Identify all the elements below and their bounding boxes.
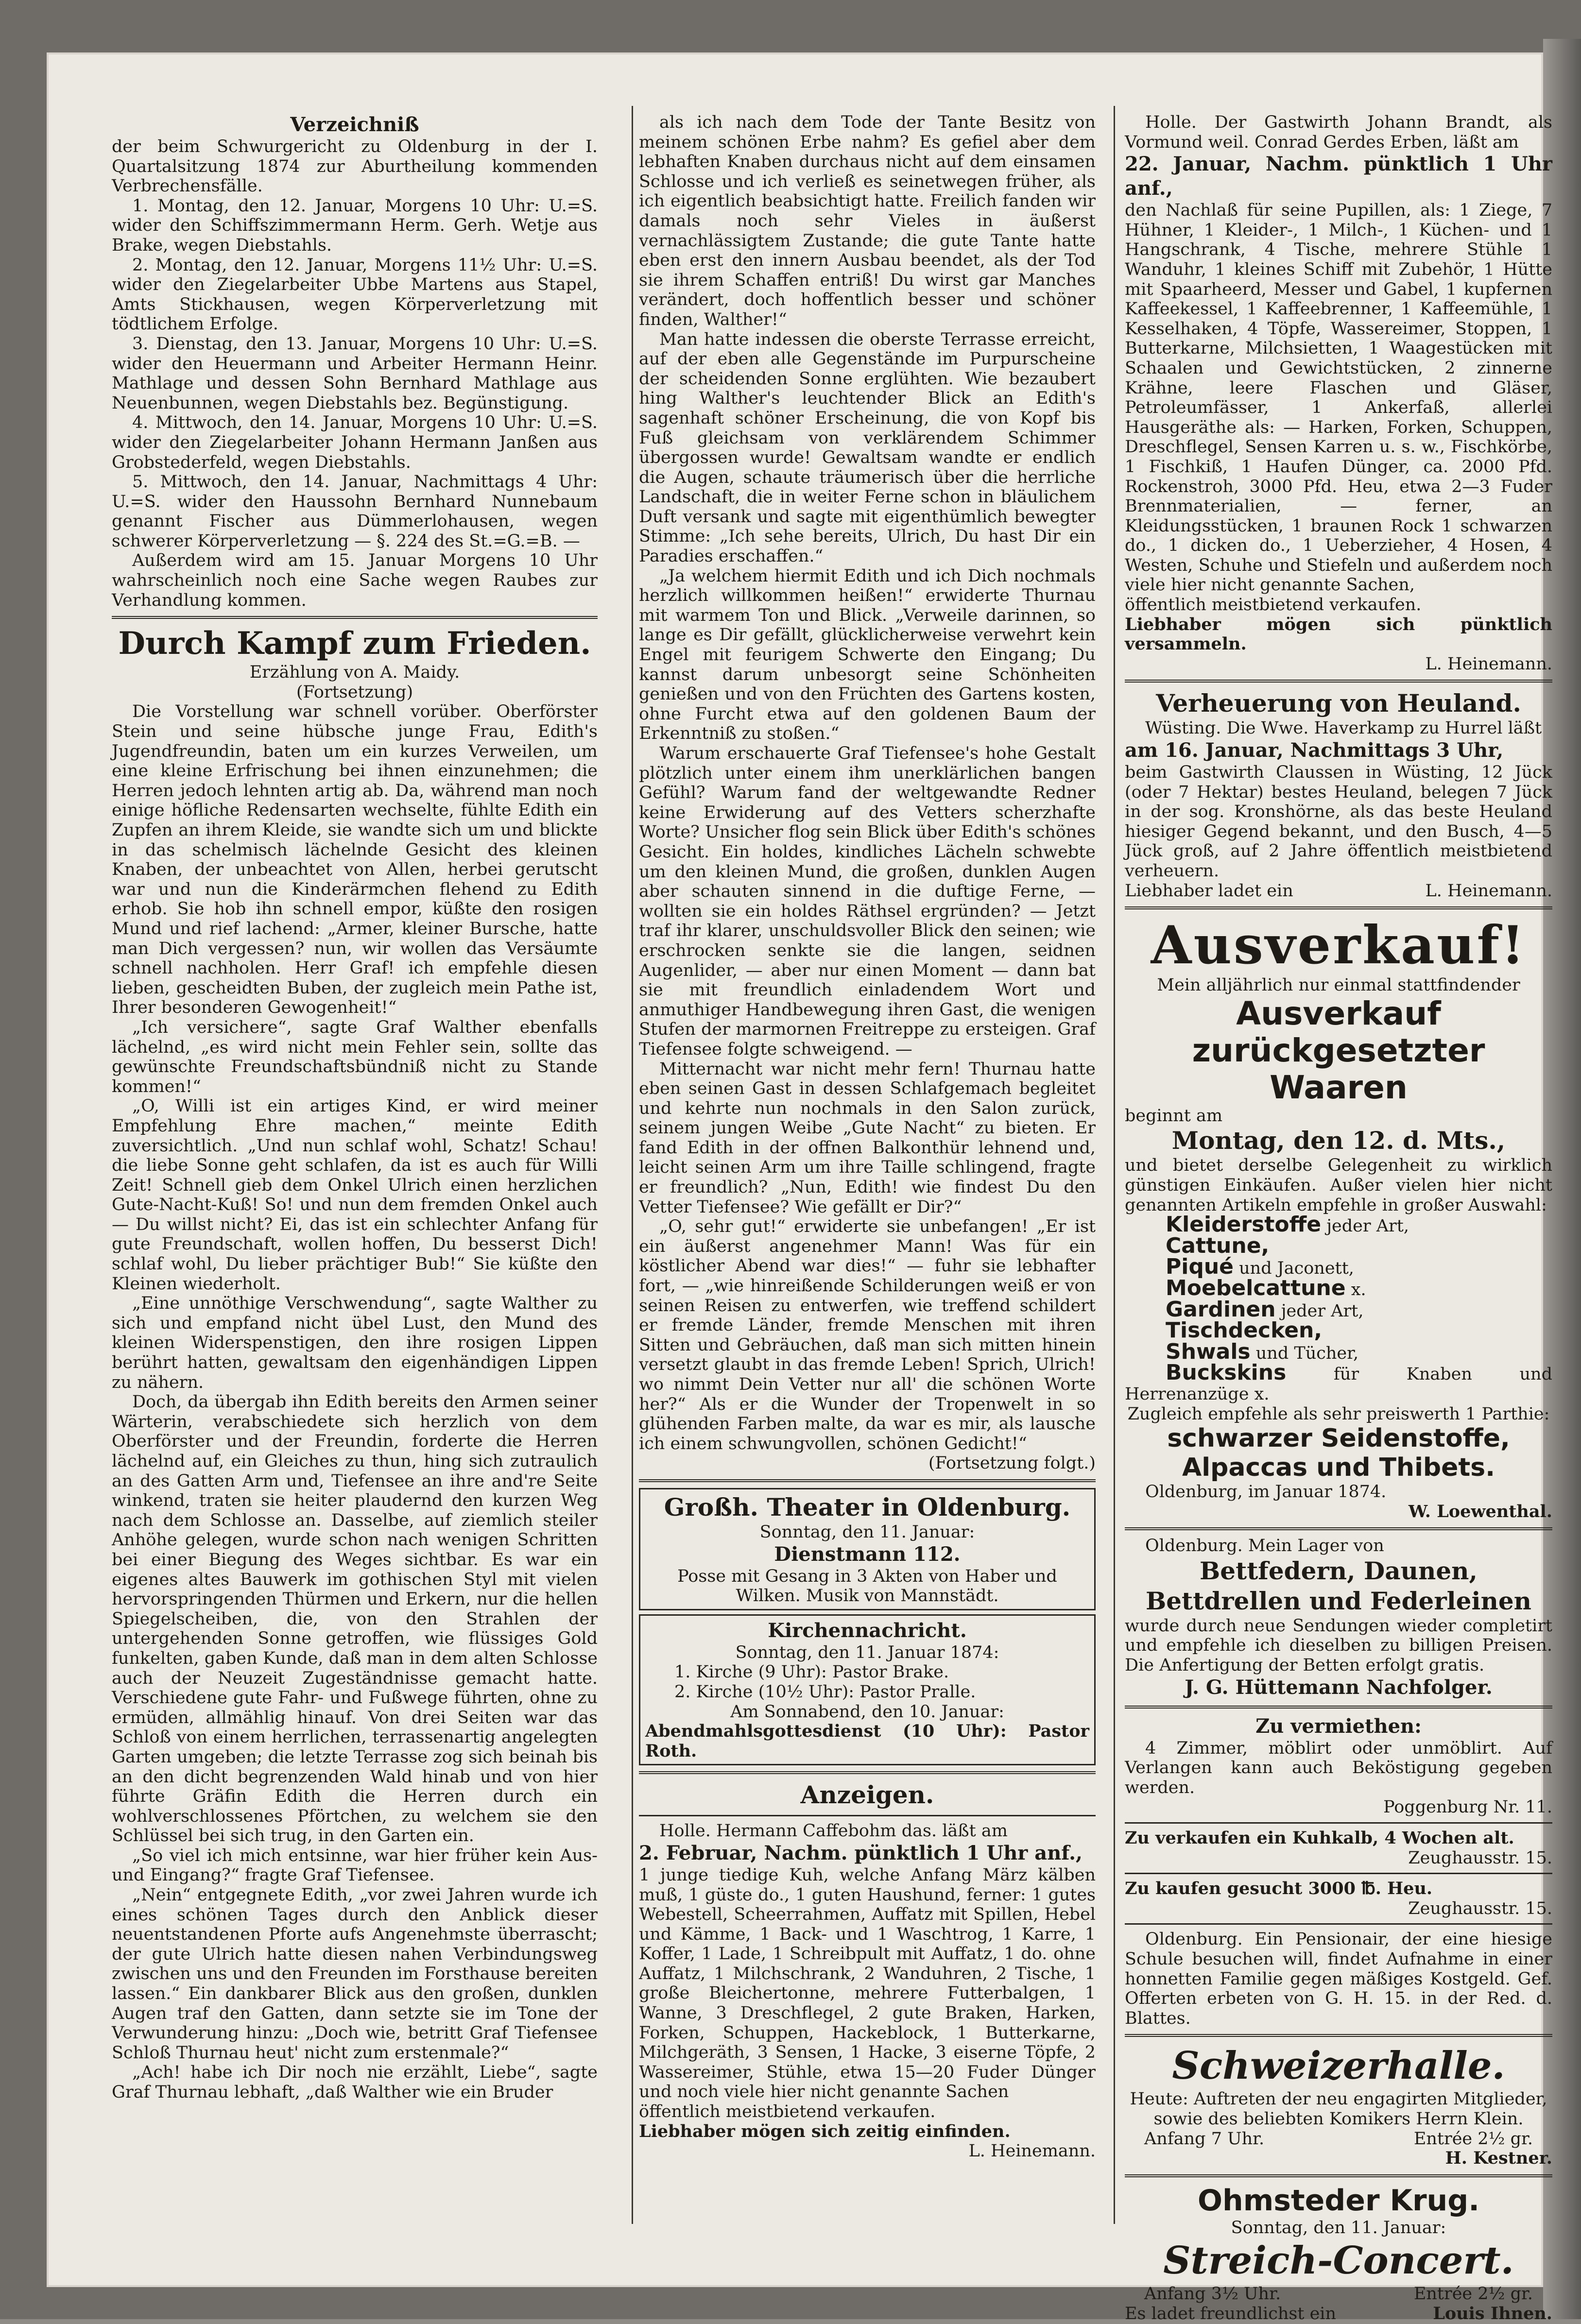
pensionair-text: Oldenburg. Ein Pensionair, der eine hiesige Schule besuchen will, findet Aufnahme in einer honnetten Familie gegen mäßiges Kostgeld. Gef. Offerten erbeten von G. H. 15. in der Red. d. Blattes. — [1125, 1930, 1552, 2028]
story-subtitle: Erzählung von A. Maidy. — [249, 663, 460, 683]
item-name: Piqué — [1166, 1254, 1234, 1280]
ohmsteder-start: Anfang 3½ Uhr. — [1144, 2284, 1281, 2304]
ausverkauf-place: Oldenburg, im Januar 1874. — [1145, 1482, 1387, 1502]
story-paragraph: „Ja welchem hiermit Edith und ich Dich nochmals herzlich willkommen heißen!“ erwiderte Thurnau mit warmem Ton und Blick. „Verweile darinnen, so lange es Dir gefällt, glücklicherweise verwehrt kein Engel mit feurigem Schwerte den Eingang; Du kannst darum unbesorgt seine Schönheiten genießen und von den Früchten des Gartens kosten, ohne Furcht etwa auf den goldenen Baum der Erkenntniß zu stoßen.“ — [639, 566, 1096, 744]
heu-kauf-address: Zeughausstr. 15. — [1408, 1898, 1552, 1918]
heuland-title: Verheuerung von Heuland. — [1156, 689, 1521, 718]
ad-holle-body: 1 junge tiedige Kuh, welche Anfang März kälben muß, 1 güste do., 1 guten Haushund, ferner: 1 gutes Webestell, Scheerrahmen, Auffatz mit Spillen, Hebel und Kämme, 1 Back- und 1 Waschtrog, 1 Karre, 1 Koffer, 1 Lade, 1 Schreibpult mit Auffatz, 1 do. ohne Auffatz, 1 Milchschrank, 2 Wanduhren, 2 Tische, 1 große Bleichertonne, mehrere Futterbalgen, 1 Wanne, 3 Dreschflegel, 2 gute Braken, Harken, Forken, Schuppen, Hackeblock, 1 Butterkarne, Milchgeräth, 3 Sensen, 1 Hacke, 3 eiserne Töpfe, 2 Wassereimer, Stühle, etwa 15—20 Fuder Dünger und noch viele hier nicht genannte Sachen — [639, 1865, 1096, 2102]
item-extra: und Tücher, — [1250, 1343, 1359, 1363]
ad-brandt-signature: L. Heinemann. — [1425, 654, 1552, 674]
ad-brandt-intro: Holle. Der Gastwirth Johann Brandt, als Vormund weil. Conrad Gerdes Erben, läßt am — [1125, 113, 1552, 152]
item-name: Gardinen — [1166, 1297, 1276, 1322]
ohmsteder-times — [1125, 2284, 1552, 2304]
verzeichnis-intro: der beim Schwurgericht zu Oldenburg in der I. Quartalsitzung 1874 zur Aburtheilung kommenden Verbrechensfälle. — [112, 137, 598, 196]
story-paragraph: „Eine unnöthige Verschwendung“, sagte Walther zu sich und empfand nicht übel Lust, den Mund des kleinen Widerspenstigen, den ihre rosigen Lippen berührt hatten, gewaltsam den eigenhändigen Lippen zu nähern. — [112, 1294, 598, 1392]
schweizerhalle-text: Heute: Auftreten der neu engagirten Mitglieder, sowie des beliebten Komikers Herrn Klein. — [1130, 2089, 1547, 2129]
church-date: Sonntag, den 11. Januar 1874: — [735, 1642, 999, 1662]
story-title: Durch Kampf zum Frieden. — [118, 625, 591, 662]
divider — [112, 616, 598, 619]
schweizerhalle-entry: Entrée 2½ gr. — [1413, 2129, 1533, 2149]
item-name: Moebelcattune — [1166, 1275, 1346, 1300]
bett-text: wurde durch neue Sendungen wieder completirt und empfehle ich dieselben zu billigen Preisen. Die Anfertigung der Betten erfolgt gratis. — [1125, 1616, 1552, 1675]
story-paragraph: „Ich versichere“, sagte Graf Walther ebenfalls lächelnd, „es wird nicht mein Fehler sein, sollte das gewünschte Freundschaftsbündniß nicht zu Stande kommen!“ — [112, 1017, 598, 1096]
case-list — [112, 196, 598, 610]
divider — [1125, 1873, 1552, 1874]
story-continued-note: (Fortsetzung folgt.) — [928, 1453, 1096, 1473]
story-paragraph: „Ach! habe ich Dir noch nie erzählt, Liebe“, sagte Graf Thurnau lebhaft, „daß Walther wie ein Bruder — [112, 2063, 598, 2102]
story-text-continued — [639, 113, 1096, 1453]
church-title: Kirchennachricht. — [768, 1619, 967, 1642]
column-divider — [1114, 106, 1115, 2224]
church-saturday: Am Sonnabend, den 10. Januar: — [730, 1702, 1004, 1722]
ad-holle-intro: Holle. Hermann Caffebohm das. läßt am — [659, 1821, 1008, 1841]
divider — [639, 1815, 1096, 1816]
schweizerhalle-title: Schweizerhalle. — [1172, 2044, 1505, 2088]
schweizerhalle-signature: H. Kestner. — [1445, 2148, 1552, 2169]
ausverkauf-date: Montag, den 12. d. Mts., — [1171, 1126, 1506, 1155]
story-paragraph: „O, sehr gut!“ erwiderte sie unbefangen! „Er ist ein äußerst angenehmer Mann! Was für ein köstlicher Abend war dies!“ — fuhr sie lebhafter fort, — „wie hinreißende Schilderungen weiß er von seinen Reisen zu entwerfen, wie treffend schildert er fremde Länder, fremde Menschen mit ihren Sitten und Gebräuchen, daß man sich mitten hinein versetzt glaubt in das fremde Leben! Sprich, Ulrich! wo nimmt Dein Vetter nur all' die schönen Worte her?“ Als er die Wunder der Tropenwelt in so glühenden Farben malte, da war es mir, als lausche ich einem schwungvollen, schönen Gedicht!“ — [639, 1217, 1096, 1453]
story-paragraph: Die Vorstellung war schnell vorüber. Oberförster Stein und seine hübsche junge Frau, Edith's Jugendfreundin, baten um ein kurzes Verweilen, um eine kleine Erfrischung bei ihnen einzunehmen; die Herren jedoch lehnten artig ab. Da, während man noch einige höfliche Redensarten wechselte, fühlte Edith ein Zupfen an ihrem Kleide, sie wandte sich um und blickte in das schelmisch lächelnde Gesicht des kleinen Knaben, der unbeachtet von Allen, herbei gerutscht war und nun die Kinderärmchen flehend zu Edith erhob. Sie hob ihn schnell empor, küßte den rosigen Mund und rief lachend: „Armer, kleiner Bursche, hatte man Dich vergessen? nun, wir wollen das Versäumte schnell nachholen. Herr Graf! ich empfehle diesen lieben, gescheidten Buben, der zugleich mein Pathe ist, Ihrer besonderen Gewogenheit!“ — [112, 702, 598, 1018]
item-name: Tischdecken, — [1166, 1318, 1323, 1343]
ohmsteder-invite: Es ladet freundlichst ein — [1125, 2304, 1337, 2324]
divider — [1125, 1822, 1552, 1824]
ausverkauf-signature: W. Loewenthal. — [1408, 1501, 1552, 1521]
vermieten-address: Poggenburg Nr. 11. — [1383, 1797, 1552, 1817]
story-text — [112, 702, 598, 2102]
schweizerhalle-start: Anfang 7 Uhr. — [1144, 2129, 1265, 2149]
ad-holle-signature: L. Heinemann. — [968, 2141, 1096, 2161]
divider — [1125, 1527, 1552, 1530]
ausverkauf-sub: Mein alljährlich nur einmal stattfindender — [1157, 975, 1520, 995]
kalb-text: Zu verkaufen ein Kuhkalb, 4 Wochen alt. — [1125, 1828, 1514, 1848]
ausverkauf-headline: Ausverkauf zurückgesetzter Waaren — [1192, 994, 1485, 1106]
story-paragraph: Doch, da übergab ihn Edith bereits den Armen seiner Wärterin, verabschiedete sich herzlich von dem Oberförster und der Freundin, forderte die Herren lächelnd auf, ein Gleiches zu thun, hing sich zutraulich an des Gatten Arm und, Tiefensee an ihre and're Seite winkend, traten sie heiter plaudernd den kurzen Weg nach dem Schlosse an. Dasselbe, auf ziemlich steiler Anhöhe gelegen, wurde schon nach wenigen Schritten bei einer Biegung des Weges sichtbar. Es war ein eigenes altes Bauwerk im gothischen Styl mit vielen hervorspringenden Thürmen und Erkern, nur die hellen Spiegelscheiben, die, von den Strahlen der untergehenden Sonne getroffen, wie flüssiges Gold funkelten, gaben Kunde, daß man in dem alten Schlosse auch der Neuzeit Zugeständnisse gemacht hatte. Verschiedene gute Fahr- und Fußwege führten, ohne zu ermüden, allmählig hinauf. Von drei Seiten war das Schloß von einem herrlichen, terrassenartig angelegten Garten umgeben; die letzte Terrasse zog sich beinah bis an den dicht begrenzenden Wald hinab und von hier führte Gräfin Edith die Herren durch ein wohlverschlossenes Pförtchen, zu welchem sie den Schlüssel bei sich trug, in den Garten ein. — [112, 1392, 598, 1846]
divider — [639, 1479, 1096, 1482]
ausverkauf-text: und bietet derselbe Gelegenheit zu wirklich günstigen Einkäufen. Außer vielen hier nicht genannten Artikeln empfehle in großer Auswahl: — [1125, 1156, 1552, 1215]
column-2 — [639, 59, 1096, 2226]
divider — [1125, 906, 1552, 909]
divider — [1125, 680, 1552, 683]
heuland-signature-row — [1125, 881, 1552, 901]
vermieten-title: Zu vermiethen: — [1255, 1714, 1422, 1738]
ausverkauf-item — [1125, 1360, 1552, 1404]
bett-intro: Oldenburg. Mein Lager von — [1145, 1536, 1384, 1556]
story-paragraph: „Nein“ entgegnete Edith, „vor zwei Jahren wurde ich eines schönen Tages durch den Anblick dieser neuentstandenen Pforte aufs Angenehmste überrascht; der gute Ulrich hatte diesen nahen Verbindungsweg zwischen uns und den Freunden im Forsthause bereiten lassen.“ Ein dankbarer Blick aus den großen, dunklen Augen traf den Gatten, dann setzte sie im Tone der Verwunderung hinzu: „Doch wie, betritt Graf Tiefensee Schloß Thurnau heut' nicht zum erstenmale?“ — [112, 1885, 598, 2063]
ad-brandt-date: 22. Januar, Nachm. pünktlich 1 Uhr anf., — [1125, 153, 1552, 200]
theater-title: Großh. Theater in Oldenburg. — [664, 1492, 1071, 1521]
schweizerhalle-times — [1125, 2129, 1552, 2149]
ad-holle-date: 2. Februar, Nachm. pünktlich 1 Uhr anf., — [639, 1841, 1083, 1864]
item-extra: für Knaben und Herrenanzüge x. — [1125, 1365, 1552, 1404]
bett-title: Bettfedern, Daunen, Bettdrellen und Federleinen — [1145, 1556, 1532, 1615]
theater-date: Sonntag, den 11. Januar: — [759, 1522, 975, 1542]
ohmsteder-date: Sonntag, den 11. Januar: — [1231, 2218, 1446, 2238]
divider — [1125, 2034, 1552, 2037]
story-paragraph: als ich nach dem Tode der Tante Besitz von meinem schönen Erbe nahm? Es gefiel aber dem lebhaften Knaben durchaus nicht auf dem einsamen Schlosse und ich verließ es seinetwegen früher, als ich eigentlich beabsichtigt hatte. Freilich fanden wir damals noch sehr Vieles in äußerst vernachlässigtem Zustande; die gute Tante hatte eben erst den innern Ausbau beendet, als der Tod sie ihrem Schaffen entriß! Du wirst gar Manches verändert, doch hoffentlich besser und schöner finden, Walther!“ — [639, 113, 1096, 329]
theater-notice — [639, 1488, 1096, 1610]
theater-play: Dienstmann 112. — [774, 1542, 961, 1566]
seide-line-1: schwarzer Seidenstoffe, — [1167, 1424, 1510, 1453]
ad-brandt-end: öffentlich meistbietend verkaufen. — [1125, 595, 1422, 615]
item-extra: jeder Art, — [1321, 1216, 1409, 1236]
ad-brandt-bold: Liebhaber mögen sich pünktlich versammeln. — [1125, 614, 1552, 654]
column-divider — [632, 106, 633, 2224]
case-entry: 4. Mittwoch, den 14. Januar, Morgens 10 Uhr: U.=S. wider den Ziegelarbeiter Johann Hermann Janßen aus Grobstederfeld, wegen Diebstahls. — [112, 413, 598, 472]
ohmsteder-title: Ohmsteder Krug. — [1198, 2183, 1479, 2218]
heu-kauf-text: Zu kaufen gesucht 3000 ℔. Heu. — [1125, 1879, 1433, 1899]
divider — [1125, 2174, 1552, 2177]
item-name: Kleiderstoffe — [1166, 1212, 1322, 1237]
heuland-invite: Liebhaber ladet ein — [1125, 881, 1293, 901]
church-service-1: 1. Kirche (9 Uhr): Pastor Brake. — [674, 1662, 949, 1682]
story-continuation: (Fortsetzung) — [296, 682, 413, 702]
heuland-signature: L. Heinemann. — [1425, 881, 1552, 901]
divider — [639, 1771, 1096, 1774]
ad-holle-bold: Liebhaber mögen sich zeitig einfinden. — [639, 2121, 1011, 2141]
heuland-body: beim Gastwirth Claussen in Wüsting, 12 Jück (oder 7 Hektar) bestes Heuland, belegen 7 Jück in der sog. Kronshörne, als das beste Heuland hiesiger Gegend bekannt, und den Busch, 4—5 Jück groß, auf 2 Jahre öffentlich meistbietend verheuern. — [1125, 763, 1552, 881]
column-1 — [112, 59, 598, 2226]
ad-holle-end: öffentlich meistbietend verkaufen. — [639, 2102, 936, 2122]
column-3 — [1125, 59, 1552, 2324]
item-extra: und Jaconett, — [1234, 1259, 1354, 1279]
case-entry: Außerdem wird am 15. Januar Morgens 10 Uhr wahrscheinlich noch eine Sache wegen Raubes zur Verhandlung kommen. — [112, 551, 598, 610]
vermieten-text: 4 Zimmer, möblirt oder unmöblirt. Auf Verlangen kann auch Beköstigung gegeben werden. — [1125, 1738, 1552, 1797]
theater-desc: Posse mit Gesang in 3 Akten von Haber und Wilken. Musik von Mannstädt. — [677, 1566, 1057, 1606]
item-extra: jeder Art, — [1275, 1301, 1364, 1321]
heuland-intro: Wüsting. Die Wwe. Haverkamp zu Hurrel läßt — [1145, 718, 1542, 738]
case-entry: 1. Montag, den 12. Januar, Morgens 10 Uhr: U.=S. wider den Schiffszimmermann Herm. Gerh. Wetje aus Brake, wegen Diebstahls. — [112, 196, 598, 255]
ohmsteder-entry: Entrée 2½ gr. — [1413, 2284, 1533, 2304]
kalb-address: Zeughausstr. 15. — [1408, 1848, 1552, 1868]
verzeichnis-heading: Verzeichniß — [290, 113, 419, 136]
case-entry: 3. Dienstag, den 13. Januar, Morgens 10 Uhr: U.=S. wider den Heuermann und Arbeiter Hermann Heinr. Mathlage und dessen Sohn Bernhard Mathlage aus Neuenbunnen, wegen Diebstahls bez. Begünstigung. — [112, 334, 598, 413]
story-paragraph: „O, Willi ist ein artiges Kind, er wird meiner Empfehlung Ehre machen,“ meinte Edith zuversichtlich. „Und nun schlaf wohl, Schatz! Schau! die liebe Sonne geht schlafen, da ist es auch für Willi Zeit! Schnell gieb dem Onkel Ulrich einen herzlichen Gute-Nacht-Kuß! So! und nun dem fremden Onkel auch — Du willst nicht? Ei, das ist ein schlechter Anfang für gute Freundschaft, wollen hoffen, Du besserst Dich! schlaf wohl, Du lieber prächtiger Bub!“ Sie küßte den Kleinen wiederholt. — [112, 1096, 598, 1294]
ad-brandt-body: den Nachlaß für seine Pupillen, als: 1 Ziege, 7 Hühner, 1 Kleider-, 1 Milch-, 1 Küchen- und 1 Hangschrank, 4 Tische, mehrere Stühle 1 Wanduhr, 1 kleines Schiff mit Zubehör, 1 Hütte mit Spaarheerd, Messer und Gabel, 1 kupfernen Kaffeekessel, 1 Kaffeebrenner, 1 Kaffeemühle, 1 Kesselhaken, 4 Töpfe, Wassereimer, Stoppen, 1 Butterkarne, Milchsietten, 1 Waagestücken mit Schaalen und Gewichtstücken, 2 zinnerne Krähne, leere Flaschen und Gläser, Petroleumfässer, 1 Ankerfaß, allerlei Hausgeräthe als: — Harken, Forken, Schuppen, Dreschflegel, Sensen Karren u. s. w., Fischkörbe, 1 Fischkiß, 1 Haufen Dünger, ca. 2000 Pfd. Rockenstroh, 3000 Pfd. Heu, etwa 2—3 Fuder Brennmaterialien, — ferner, an Kleidungsstücken, 1 braunen Rock 1 schwarzen do., 1 dicken do., 1 Ueberzieher, 4 Hosen, 4 Westen, Schuhe und Stiefeln und außerdem noch viele hier nicht genannte Sachen, — [1125, 201, 1552, 595]
case-entry: 5. Mittwoch, den 14. Januar, Nachmittags 4 Uhr: U.=S. wider den Haussohn Bernhard Nunnebaum genannt Fischer aus Dümmerlohausen, wegen schwerer Körperverletzung — §. 224 des St.=G.=B. — — [112, 472, 598, 551]
ohmsteder-signature: Louis Ihnen. — [1433, 2303, 1552, 2324]
story-paragraph: Mitternacht war nicht mehr fern! Thurnau hatte eben seinen Gast in dessen Schlafgemach begleitet und kehrte nun nochmals in den Salon zurück, seinem jungen Weibe „Gute Nacht“ zu bieten. Er fand Edith in der offnen Balkonthür lehnend und, leicht seinen Arm um ihre Taille schlingend, fragte er freundlich? „Nun, Edith! wie findest Du den Vetter Tiefensee? Wie gefällt er Dir?“ — [639, 1059, 1096, 1217]
ohmsteder-concert: Streich-Concert. — [1163, 2239, 1514, 2283]
ausverkauf-items — [1125, 1212, 1552, 1404]
church-service-2: 2. Kirche (10½ Uhr): Pastor Pralle. — [674, 1682, 976, 1702]
ads-heading: Anzeigen. — [800, 1780, 934, 1810]
story-paragraph: Warum erschauerte Graf Tiefensee's hohe Gestalt plötzlich unter einem ihm unerklärlichen bangen Gefühl? Warum fand der weltgewandte Redner keine Erwiderung auf des Vetters scherzhafte Worte? Unsicher flog sein Blick über Edith's schönes Gesicht. Ein holdes, kindliches Lächeln schwebte um den kleinen Mund, die großen, dunklen Augen aber schauten sinnend in die duftige Ferne, — wollten sie ein holdes Räthsel ergründen? — Jetzt traf ihr klarer, unschuldsvoller Blick den seinen; wie erschrocken senkte sie die langen, seidnen Augenlider, — aber nur einen Moment — dann bat sie mit freundlich einladendem Wort und anmuthiger Handbewegung ihren Gast, die wenigen Stufen der marmornen Freitreppe zu ersteigen. Graf Tiefensee folgte schweigend. — — [639, 744, 1096, 1059]
item-extra: x. — [1345, 1280, 1366, 1299]
story-paragraph: Man hatte indessen die oberste Terrasse erreicht, auf der eben alle Gegenstände im Purpurscheine der scheidenden Sonne erglühten. Wie bezaubert hing Walther's leuchtender Blick an Edith's sagenhaft schöner Erscheinung, die von Kopf bis Fuß gleichsam von verklärendem Schimmer übergossen wurde! Gewaltsam wandte er endlich die Augen, schaute träumerisch über die herrliche Landschaft, die in weiter Ferne schon in bläulichem Duft versank und sagte mit eigenthümlich bewegter Stimme: „Ich sehe bereits, Ulrich, Du hast Dir ein Paradies erschaffen.“ — [639, 329, 1096, 566]
seide-line-2: Alpaccas und Thibets. — [1182, 1453, 1495, 1483]
case-entry: 2. Montag, den 12. Januar, Morgens 11½ Uhr: U.=S. wider den Ziegelarbeiter Ubbe Martens aus Stapel, Amts Stickhausen, wegen Körperverletzung mit tödtlichem Erfolge. — [112, 255, 598, 334]
ausverkauf-title: Ausverkauf! — [1151, 915, 1527, 976]
bett-signature: J. G. Hüttemann Nachfolger. — [1185, 1675, 1493, 1699]
church-communion: Abendmahlsgottesdienst (10 Uhr): Pastor Roth. — [645, 1721, 1089, 1761]
divider — [1125, 1706, 1552, 1709]
ausverkauf-zugleich: Zugleich empfehle als sehr preiswerth 1 Parthie: — [1127, 1404, 1550, 1424]
heuland-date: am 16. Januar, Nachmittags 3 Uhr, — [1125, 739, 1504, 762]
church-notice — [639, 1614, 1096, 1766]
story-paragraph: „So viel ich mich entsinne, war hier früher kein Aus- und Eingang?“ fragte Graf Tiefensee. — [112, 1846, 598, 1885]
item-name: Buckskins — [1166, 1360, 1287, 1385]
ohmsteder-signature-row — [1125, 2304, 1552, 2324]
item-name: Cattune, — [1166, 1233, 1270, 1258]
item-name: Shwals — [1166, 1339, 1251, 1364]
divider — [1125, 1923, 1552, 1925]
ausverkauf-begin: beginnt am — [1125, 1106, 1223, 1126]
